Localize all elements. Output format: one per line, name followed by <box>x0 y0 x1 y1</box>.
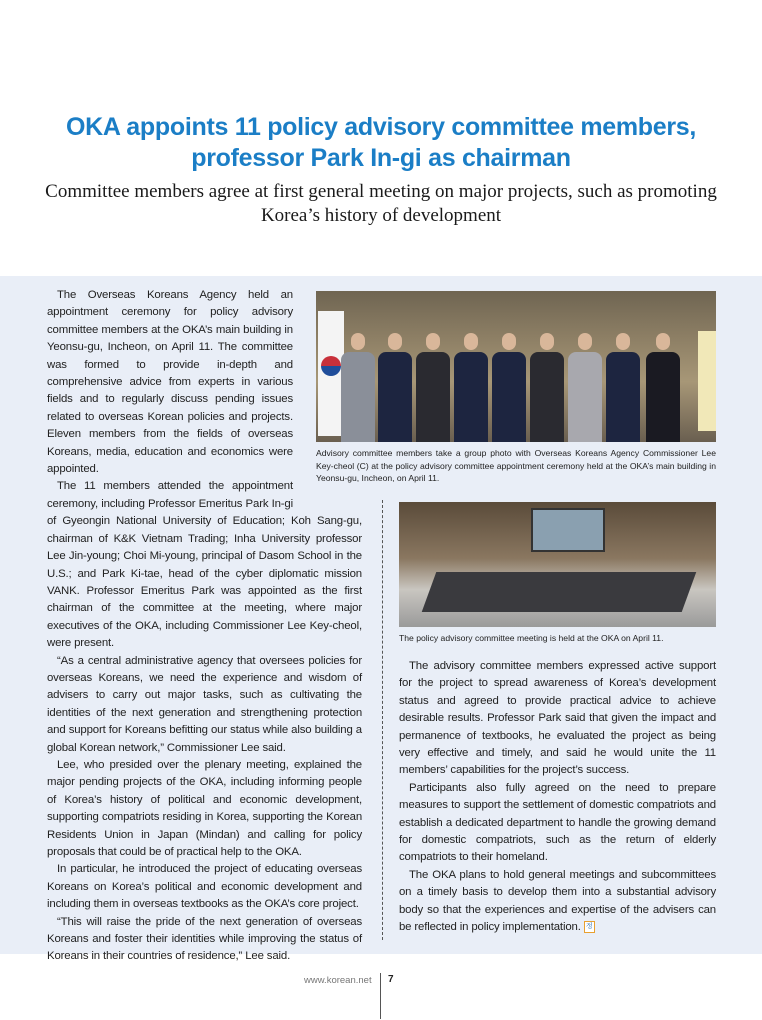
page-number: 7 <box>388 974 394 985</box>
article-subtitle: Committee members agree at first general meeting on major projects, such as promoting Korea’s history of development <box>45 181 717 226</box>
paragraph-text: Gyeongin National University of Education; Koh Sang-gu, chairman of K&K Vietnam Trading; Inha University professor Lee Jin-young; Choi Mi-young, principal of Dasom School in the U.S.; and Park Ki-tae, head of the cyber diplomatic mission VANK. Professor Emeritus Park was appointed as the first chairman of the committee at the meeting, where major executives of the OKA, including Commissioner Lee Key-cheol, were present. <box>47 515 362 650</box>
paragraph: The advisory committee members expressed active support for the project to spread awareness of Korea’s development status and agreed to provide practical advice to achieve desirable results. Professor Park said that given the impact and permanence of textbooks, he evaluated the project as being very effective and timely, and said he would unite the 11 members’ capabilities for the project’s success. <box>399 660 716 777</box>
paragraph-text: The 11 members attended the appointment ceremony, including Professor Emeritus Park In-gi of <box>47 480 293 528</box>
group-photo-caption: Advisory committee members take a group photo with Overseas Koreans Agency Commissioner Lee Key-cheol (C) at the policy advisory committee appointment ceremony held at the OKA’s main building in Yeonsu-gu, Incheon, on April 11. <box>316 448 716 483</box>
paragraph: In particular, he introduced the project of educating overseas Koreans on Korea’s political and economic development and including them in overseas textbooks as the OKA’s core project. <box>47 863 362 911</box>
footer-url: www.korean.net <box>304 975 372 986</box>
body-column-right <box>399 658 716 937</box>
paragraph-text: The OKA plans to hold general meetings and subcommittees on a timely basis to develop them into a substantial advisory body so that the experiences and expertise of the advisers can be reflected in policy implementation. <box>399 868 716 934</box>
paragraph: The Overseas Koreans Agency held an appointment ceremony for policy advisory committee members at the OKA’s main building in Yeonsu-gu, Incheon, on April 11. The committee was formed to provide in-depth and comprehensive advice from experts in various fields and to regularly discuss pending issues related to overseas Korean policies and projects. Eleven members from the fields of overseas Koreans, media, education and economics were appointed. <box>47 289 293 476</box>
paragraph: Participants also fully agreed on the need to prepare measures to support the settlement of domestic compatriots and establish a dedicated department to handle the growing demand for domestic compatriots, such as the return of elderly compatriots to their homeland. <box>399 781 716 864</box>
article-header <box>30 112 732 228</box>
paragraph: Lee, who presided over the plenary meeting, explained the major pending projects of the OKA, including informing people of Korea’s history of political and economic development, supporting compatriots residing in Korea, supporting the Korean Residents Union in Japan (Mindan) and calling for policy proposals that could be of practical help to the OKA. <box>47 758 362 858</box>
footer-divider <box>380 973 381 1019</box>
end-mark-icon: 정 <box>584 921 595 933</box>
body-column-left <box>47 287 362 966</box>
paragraph <box>399 867 716 937</box>
article-title: OKA appoints 11 policy advisory committee members, professor Park In-gi as chairman <box>65 113 697 172</box>
meeting-photo-caption: The policy advisory committee meeting is held at the OKA on April 11. <box>399 633 664 643</box>
column-divider <box>382 500 383 940</box>
paragraph <box>47 478 362 652</box>
paragraph: “This will raise the pride of the next generation of overseas Koreans and foster their identities while improving the status of Koreans in their countries of residence,” Lee said. <box>47 915 362 963</box>
group-photo <box>316 291 716 442</box>
paragraph: “As a central administrative agency that oversees policies for overseas Koreans, we need the experience and wisdom of advisers to carry out major tasks, such as cultivating the identities of the next generation and strengthening protection and support for Koreans befitting our status while also building a global Korean network,” Commissioner Lee said. <box>47 654 362 754</box>
meeting-photo <box>399 502 716 627</box>
